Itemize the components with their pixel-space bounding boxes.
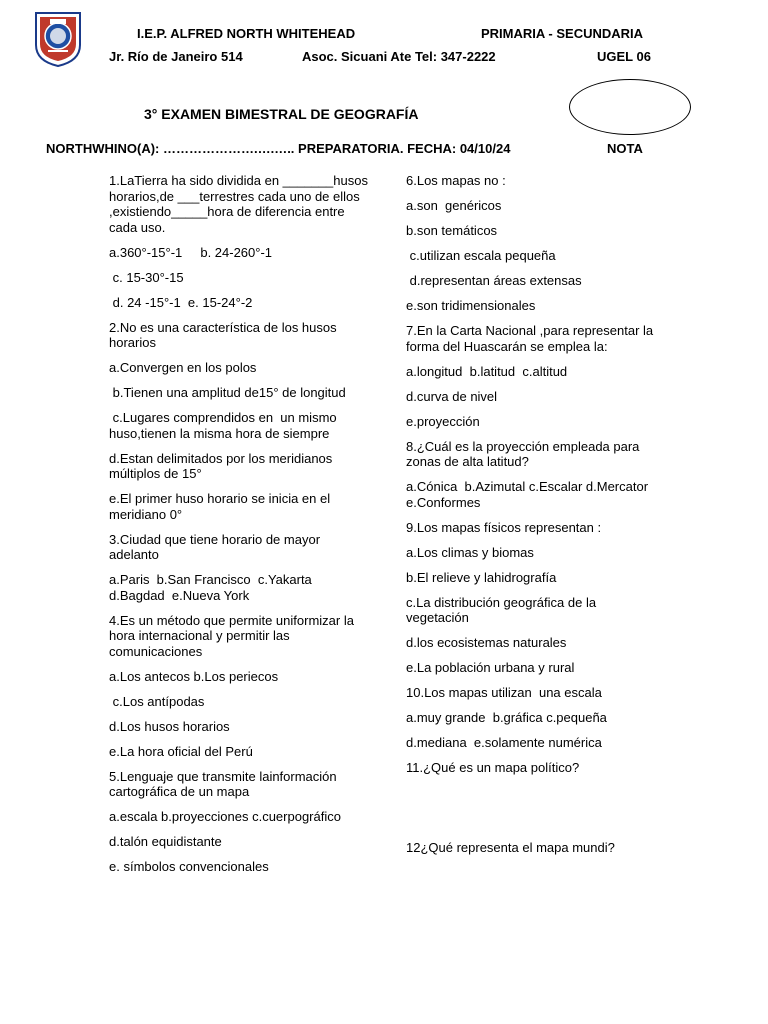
answer-option: a.360°-15°-1 b. 24-260°-1 <box>109 244 273 260</box>
question-text: 9.Los mapas físicos representan : <box>406 519 602 535</box>
answer-option: d.talón equidistante <box>109 834 222 849</box>
answer-option: a.muy grande b.gráfica c.pequeña <box>406 710 607 725</box>
answer-option: c. 15-30°-15 <box>109 269 184 285</box>
answer-option: c.La distribución geográfica de la vegetación <box>406 594 600 625</box>
question-text: 10.Los mapas utilizan una escala <box>406 685 602 700</box>
answer-option: d.los ecosistemas naturales <box>406 635 567 650</box>
school-phone: Asoc. Sicuani Ate Tel: 347-2222 <box>302 49 496 64</box>
answer-option: c.Lugares comprendidos en un mismo huso,tienen la misma hora de siempre <box>109 410 341 441</box>
answer-option: c.Los antípodas <box>109 693 205 709</box>
school-levels: PRIMARIA - SECUNDARIA <box>481 26 644 41</box>
ugel-label: UGEL 06 <box>597 49 651 64</box>
answer-option: a.son genéricos <box>406 198 502 213</box>
answer-option: e.proyección <box>406 413 480 429</box>
question-text: 11.¿Qué es un mapa político? <box>406 760 580 775</box>
answer-option: b.Tienen una amplitud de15° de longitud <box>109 385 346 400</box>
answer-option: d.representan áreas extensas <box>406 273 582 288</box>
answer-option: a.Convergen en los polos <box>109 360 257 375</box>
question-text: 3.Ciudad que tiene horario de mayor adelanto <box>109 531 324 562</box>
exam-title: 3° EXAMEN BIMESTRAL DE GEOGRAFÍA <box>144 106 419 122</box>
answer-option: d. 24 -15°-1 e. 15-24°-2 <box>109 294 253 310</box>
grade-label: NOTA <box>607 141 643 156</box>
question-text: 8.¿Cuál es la proyección empleada para zonas de alta latitud? <box>406 438 644 469</box>
answer-option: d.Estan delimitados por los meridianos múltiplos de 15° <box>109 450 336 481</box>
question-text: 12¿Qué representa el mapa mundi? <box>406 840 615 855</box>
answer-option: b.El relieve y lahidrografía <box>406 569 557 585</box>
answer-option: d.curva de nivel <box>406 388 498 404</box>
answer-option: a.escala b.proyecciones c.cuerpográfico <box>109 809 341 824</box>
answer-option: e.El primer huso horario se inicia en el meridiano 0° <box>109 491 334 522</box>
answer-option: a.Los climas y biomas <box>406 544 534 560</box>
right-questions-column <box>406 173 656 865</box>
question-text: 5.Lenguaje que transmite lainformación cartográfica de un mapa <box>109 768 341 799</box>
left-questions-column <box>109 173 371 884</box>
answer-option: a.Cónica b.Azimutal c.Escalar d.Mercator e.Conformes <box>406 479 656 510</box>
answer-option: d.mediana e.solamente numérica <box>406 735 602 750</box>
question-text: 2.No es una característica de los husos horarios <box>109 319 341 350</box>
answer-option: e.son tridimensionales <box>406 298 536 313</box>
answer-option: a.Los antecos b.Los periecos <box>109 668 279 684</box>
answer-option: e. símbolos convencionales <box>109 859 269 874</box>
student-info-line: NORTHWHINO(A): ………………….….….. PREPARATORIA. FECHA: 04/10/24 <box>46 141 511 156</box>
answer-option: d.Los husos horarios <box>109 718 230 734</box>
answer-option: a.Paris b.San Francisco c.Yakarta d.Bagdad e.Nueva York <box>109 572 316 603</box>
answer-option: e.La población urbana y rural <box>406 660 575 675</box>
answer-space <box>406 785 656 840</box>
answer-option: e.La hora oficial del Perú <box>109 743 253 759</box>
answer-option: a.longitud b.latitud c.altitud <box>406 363 568 379</box>
school-crest-logo <box>34 11 82 67</box>
answer-option: c.utilizan escala pequeña <box>406 248 556 263</box>
answer-option: b.son temáticos <box>406 223 498 238</box>
grade-oval <box>569 79 691 135</box>
school-name: I.E.P. ALFRED NORTH WHITEHEAD <box>137 26 356 41</box>
question-text: 4.Es un método que permite uniformizar la hora internacional y permitir las comunicaciones <box>109 612 358 659</box>
question-text: 7.En la Carta Nacional ,para representar la forma del Huascarán se emplea la: <box>406 323 657 354</box>
question-text: 6.Los mapas no : <box>406 173 506 188</box>
question-text: 1.LaTierra ha sido dividida en _______husos horarios,de ___terrestres cada uno de ellos ,existiendo_____hora de diferencia entre cada uso. <box>109 173 372 235</box>
school-address: Jr. Río de Janeiro 514 <box>109 49 243 64</box>
